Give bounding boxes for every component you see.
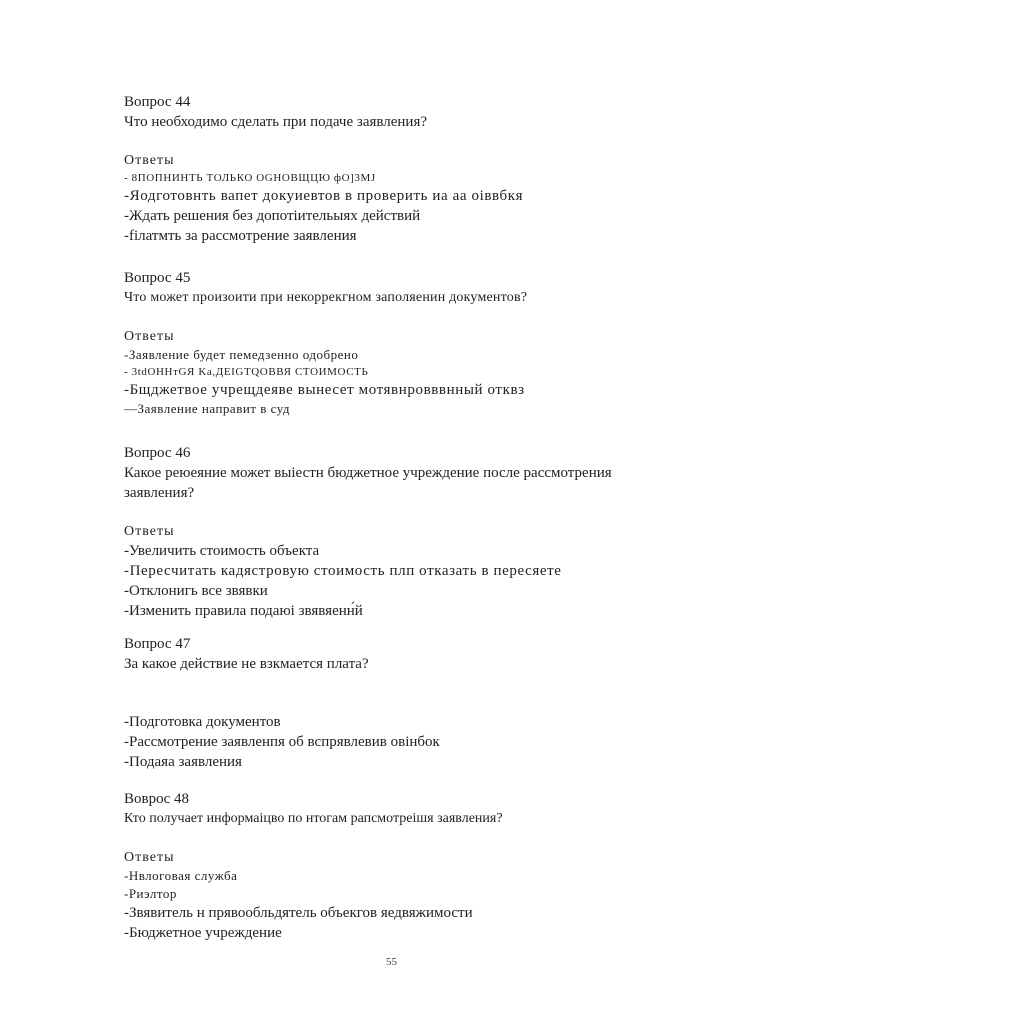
- question-title: Вопрос 45: [124, 270, 191, 286]
- answer-item: -Бюджетное учреждение: [124, 925, 282, 941]
- question-title: Вовроc 48: [124, 791, 189, 807]
- question-46: [124, 443, 724, 621]
- question-title: Вопрос 46: [124, 445, 191, 461]
- answer-item: -Подготовка документов: [124, 714, 281, 730]
- answer-item: —Заявление направит в суд: [124, 401, 291, 416]
- answer-item: -Заявление будет пемедзенно одобрено: [124, 347, 359, 362]
- question-47: [124, 634, 724, 772]
- answer-item: -fiлатмть за рассмотрение заявления: [124, 228, 357, 244]
- answer-item: -Увеличить стоимость объекта: [124, 543, 320, 559]
- answer-item: -Риэлтор: [124, 886, 177, 901]
- answer-item: -Звявитель н прявообльдятель объекгов яедвяжимости: [124, 905, 473, 921]
- question-text: Что может произоити при некоррекгном заполяенин документов?: [124, 290, 528, 305]
- answer-item: -Рассмотрение заявленпя об вспрявлевив овінбок: [124, 734, 440, 750]
- question-44: [124, 92, 724, 246]
- answer-item: -Отклонигь все звявки: [124, 583, 268, 599]
- answer-item: -Изменить правила подаюі звявяенн́й: [124, 603, 363, 619]
- answers-title: Ответы: [124, 850, 175, 865]
- answer-item: -Яодготовнть вапет докуиевтов в проверить иа аа оiввбкя: [124, 188, 524, 204]
- question-title: Вопрос 44: [124, 94, 191, 110]
- answers-title: Ответы: [124, 153, 175, 168]
- question-48: [124, 789, 724, 943]
- answer-item: -Пересчитать кадястровую стоимость плп отказать в пересяете: [124, 563, 562, 579]
- answer-item: - 8ПОПНИНТЬ ТОЛЬКО OGНОВЩЦЮ фО]3МJ: [124, 172, 376, 184]
- question-text: Кто получает информаiцво по нтогам рапсмотреiшя заявления?: [124, 811, 503, 826]
- question-text: Что необходимо сделать при подаче заявления?: [124, 114, 428, 130]
- question-45: [124, 268, 724, 418]
- question-text: Какое реюеяние может выiестн бюджетное учреждение после рассмотрения заявления?: [124, 465, 612, 501]
- page-number: 55: [386, 956, 397, 968]
- answer-item: -Ждать решения без допотiительыях действий: [124, 208, 421, 224]
- answers-title: Ответы: [124, 329, 175, 344]
- answer-item: -Нвлоговая служба: [124, 868, 238, 883]
- answers-title: Ответы: [124, 524, 175, 539]
- answer-item: - 3tdОНHтGЯ Ka,ДEIGTQОВВЯ СТОИМОСТЬ: [124, 366, 369, 378]
- answer-item: -Подаяа заявления: [124, 754, 242, 770]
- question-text: За какое действие не взкмается плата?: [124, 656, 369, 672]
- question-title: Вопрос 47: [124, 636, 191, 652]
- answer-item: -Бщджетвое учрещдеяве вынесет мотявнровввнный отквз: [124, 382, 525, 398]
